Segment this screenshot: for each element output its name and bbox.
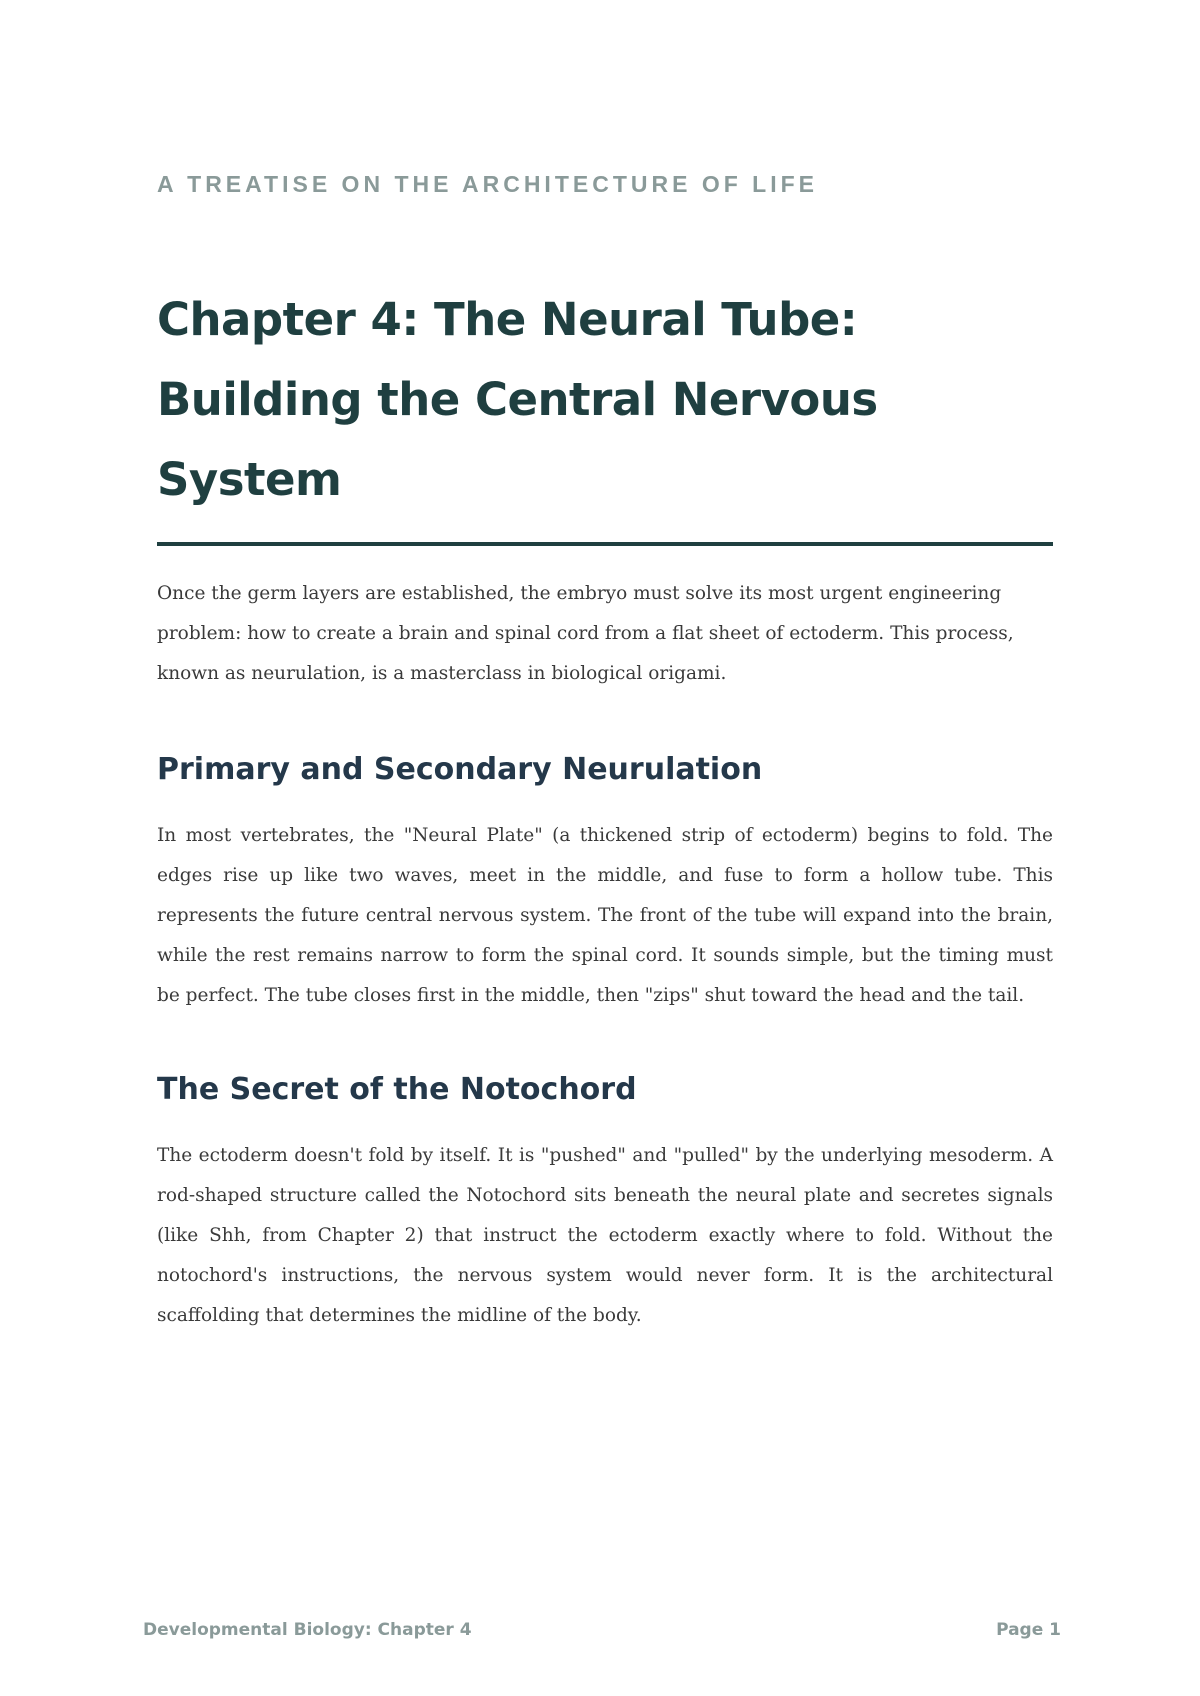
page-content <box>157 168 1053 1336</box>
chapter-title: Chapter 4: The Neural Tube: Building the Central Nervous System <box>157 293 878 506</box>
footer-page-number: Page 1 <box>996 1620 1061 1640</box>
section-heading-notochord: The Secret of the Notochord <box>157 1072 637 1107</box>
intro-paragraph: Once the germ layers are established, the embryo must solve its most urgent engineering problem: how to create a brain and spinal cord from a flat sheet of ectoderm. This process, known as neurulation, is a masterclass in biological origami. <box>157 583 1014 684</box>
title-divider <box>157 542 1053 546</box>
footer-running-title: Developmental Biology: Chapter 4 <box>143 1620 472 1640</box>
page-footer <box>143 1620 1061 1650</box>
book-overline: A TREATISE ON THE ARCHITECTURE OF LIFE <box>157 171 818 197</box>
section-paragraph-neurulation: In most vertebrates, the "Neural Plate" (a thickened strip of ectoderm) begins to fold. The edges rise up like two waves, meet in the middle, and fuse to form a hollow tube. This represents the future central nervous system. The front of the tube will expand into the brain, while the rest remains narrow to form the spinal cord. It sounds simple, but the timing must be perfect. The tube closes first in the middle, then "zips" shut toward the head and the tail. <box>157 825 1053 1006</box>
section-heading-neurulation: Primary and Secondary Neurulation <box>157 752 763 787</box>
section-paragraph-notochord: The ectoderm doesn't fold by itself. It is "pushed" and "pulled" by the underlying mesoderm. A rod-shaped structure called the Notochord sits beneath the neural plate and secretes signals (like Shh, from Chapter 2) that instruct the ectoderm exactly where to fold. Without the notochord's instructions, the nervous system would never form. It is the architectural scaffolding that determines the midline of the body. <box>157 1145 1053 1326</box>
